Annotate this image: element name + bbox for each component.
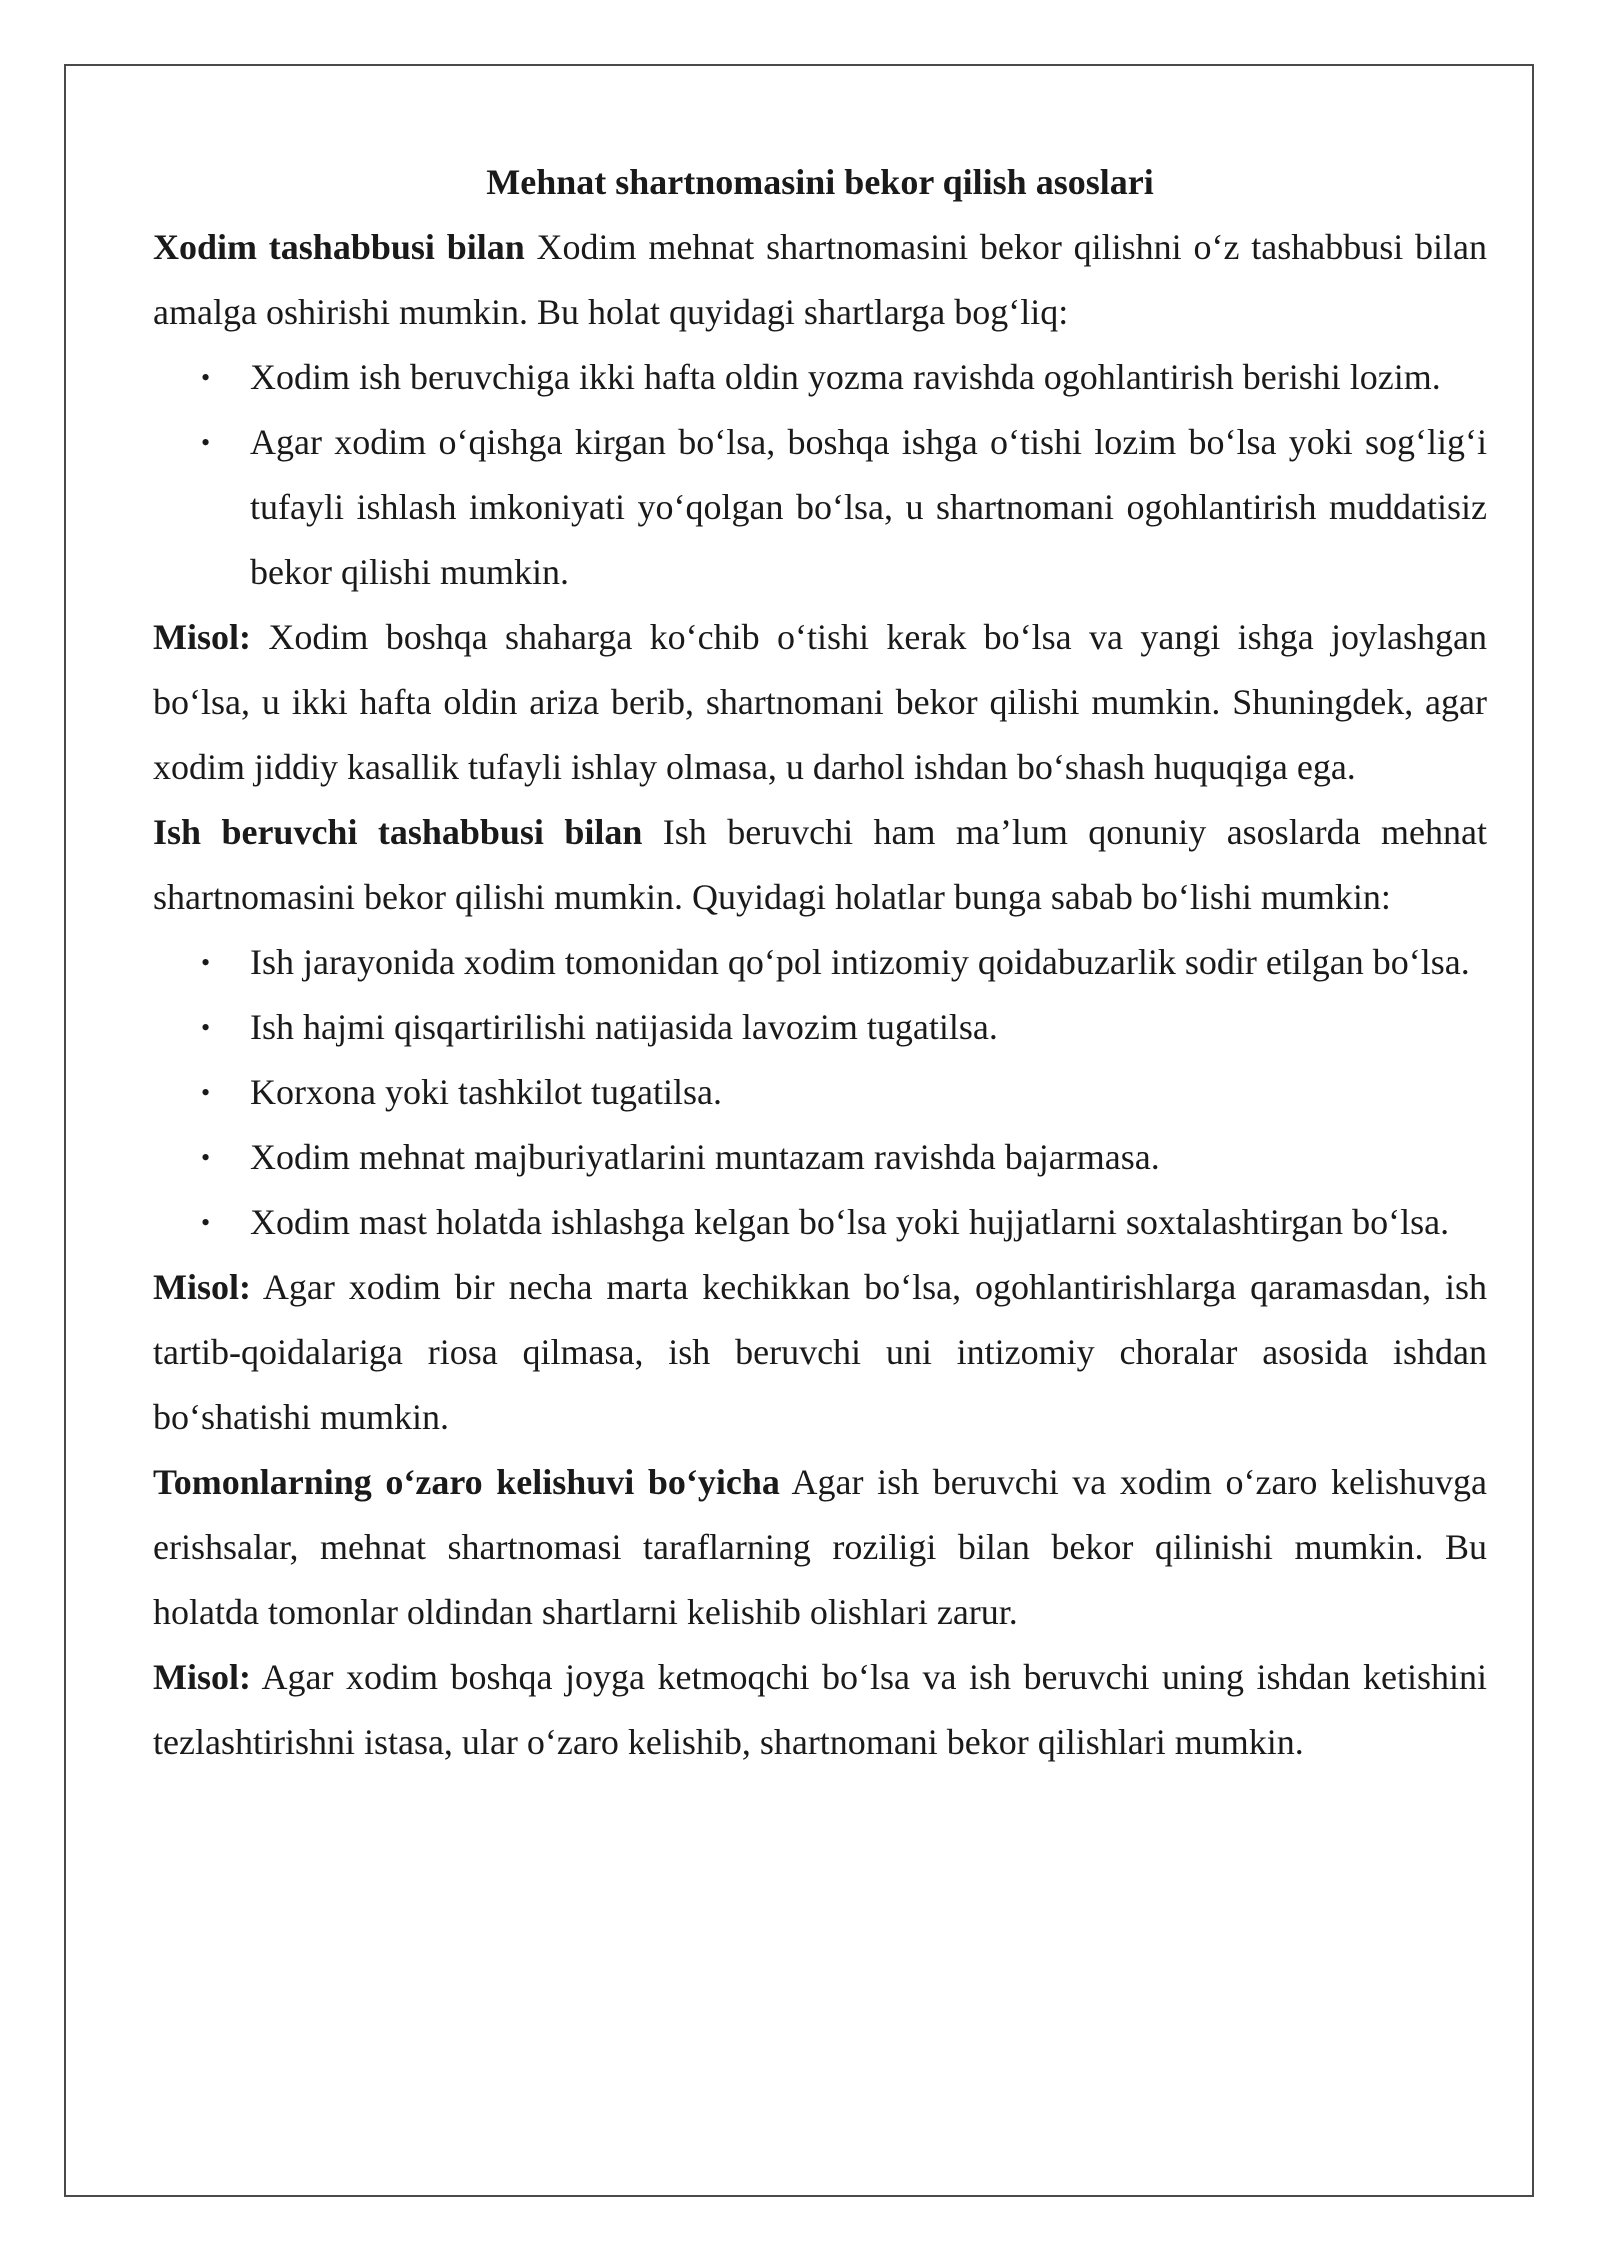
document-title: Mehnat shartnomasini bekor qilish asoslari xyxy=(486,162,1154,202)
section-paragraph xyxy=(153,1450,1487,1645)
bullet-icon: • xyxy=(201,1208,211,1237)
section-text: Agar ish beruvchi va xodim o‘zaro kelishuvga erishsalar, mehnat shartnomasi taraflarning roziligi bilan bekor qilinishi mumkin. Bu holatda tomonlar oldindan shartlarni kelishib olishlari zarur. xyxy=(153,1462,1488,1632)
list-item-text: Xodim ish beruvchiga ikki hafta oldin yozma ravishda ogohlantirish berishi lozim. xyxy=(250,357,1441,397)
bullet-icon: • xyxy=(201,948,211,977)
example-label: Misol: xyxy=(153,617,251,657)
list-item-text: Ish hajmi qisqartirilishi natijasida lavozim tugatilsa. xyxy=(250,1007,998,1047)
example-text: Agar xodim boshqa joyga ketmoqchi bo‘lsa va ish beruvchi uning ishdan ketishini tezlashtirishni istasa, ular o‘zaro kelishib, shartnomani bekor qilishlari mumkin. xyxy=(153,1657,1487,1762)
list-item-text: Korxona yoki tashkilot tugatilsa. xyxy=(250,1072,722,1112)
example-text: Agar xodim bir necha marta kechikkan bo‘lsa, ogohlantirishlarga qaramasdan, ish tartib-qoidalariga riosa qilmasa, ish beruvchi uni intizomiy choralar asosida ishdan bo‘shatishi mumkin. xyxy=(153,1267,1487,1437)
list-item-text: Xodim mehnat majburiyatlarini muntazam ravishda bajarmasa. xyxy=(250,1137,1160,1177)
bullet-icon: • xyxy=(201,1078,211,1107)
bullet-icon: • xyxy=(201,1143,211,1172)
example-paragraph xyxy=(153,1255,1487,1450)
bullet-icon: • xyxy=(201,428,211,457)
list-item xyxy=(153,930,1487,995)
bullet-icon: • xyxy=(201,363,211,392)
section-paragraph xyxy=(153,215,1487,345)
section-lead: Xodim tashabbusi bilan xyxy=(153,227,525,267)
document-body xyxy=(153,150,1487,1775)
bullet-list xyxy=(153,345,1487,605)
section-text: Xodim mehnat shartnomasini bekor qilishni o‘z tashabbusi bilan amalga oshirishi mumkin. Bu holat quyidagi shartlarga bog‘liq: xyxy=(153,227,1487,332)
example-label: Misol: xyxy=(153,1657,251,1697)
list-item xyxy=(153,1060,1487,1125)
list-item xyxy=(153,410,1487,605)
example-text: Xodim boshqa shaharga ko‘chib o‘tishi kerak bo‘lsa va yangi ishga joylashgan bo‘lsa, u ikki hafta oldin ariza berib, shartnomani bekor qilishi mumkin. Shuningdek, agar xodim jiddiy kasallik tufayli ishlay olmasa, u darhol ishdan bo‘shash huquqiga ega. xyxy=(153,617,1487,787)
section-text: Ish beruvchi ham ma’lum qonuniy asoslarda mehnat shartnomasini bekor qilishi mumkin. Quyidagi holatlar bunga sabab bo‘lishi mumkin: xyxy=(153,812,1487,917)
list-item xyxy=(153,1125,1487,1190)
section-lead: Ish beruvchi tashabbusi bilan xyxy=(153,812,643,852)
bullet-icon: • xyxy=(201,1013,211,1042)
list-item-text: Ish jarayonida xodim tomonidan qo‘pol intizomiy qoidabuzarlik sodir etilgan bo‘lsa. xyxy=(250,942,1470,982)
example-paragraph xyxy=(153,1645,1487,1775)
list-item xyxy=(153,995,1487,1060)
bullet-list xyxy=(153,930,1487,1255)
example-paragraph xyxy=(153,605,1487,800)
list-item-text: Agar xodim o‘qishga kirgan bo‘lsa, boshqa ishga o‘tishi lozim bo‘lsa yoki sog‘lig‘i tufayli ishlash imkoniyati yo‘qolgan bo‘lsa, u shartnomani ogohlantirish muddatisiz bekor qilishi mumkin. xyxy=(250,422,1487,592)
list-item-text: Xodim mast holatda ishlashga kelgan bo‘lsa yoki hujjatlarni soxtalashtirgan bo‘lsa. xyxy=(250,1202,1450,1242)
section-paragraph xyxy=(153,800,1487,930)
example-label: Misol: xyxy=(153,1267,251,1307)
section-lead: Tomonlarning o‘zaro kelishuvi bo‘yicha xyxy=(153,1462,780,1502)
list-item xyxy=(153,345,1487,410)
list-item xyxy=(153,1190,1487,1255)
